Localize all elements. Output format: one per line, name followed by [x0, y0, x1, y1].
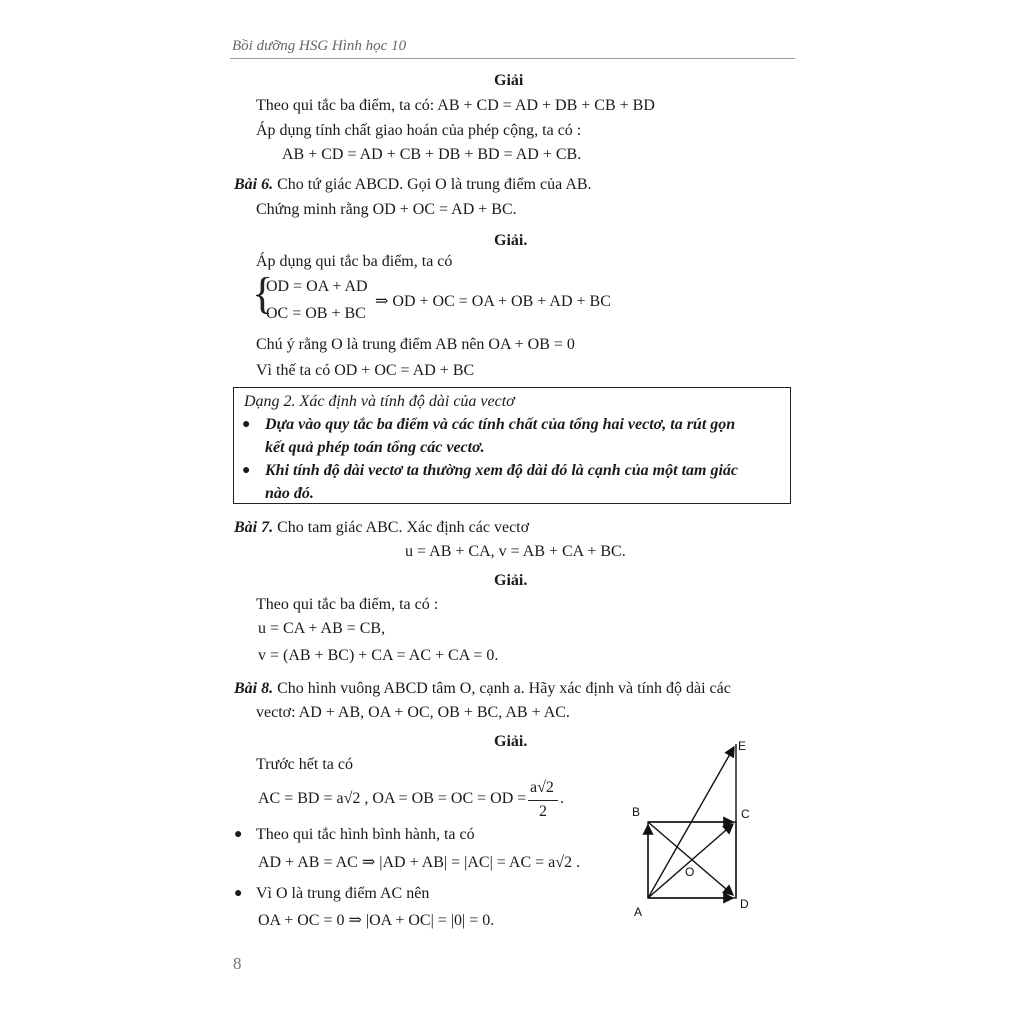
vector-bd: [648, 822, 733, 895]
method-bullet-text: Khi tính độ dài vectơ ta thường xem độ dài đó là cạnh của một tam giác: [265, 462, 739, 479]
vector-ac: [648, 824, 733, 898]
solution-heading: Giải.: [494, 232, 528, 249]
period: .: [560, 790, 564, 807]
text-line: Áp dụng tính chất giao hoán của phép cộng, ta có :: [256, 122, 582, 139]
text-line: u = AB + CA, v = AB + CA + BC.: [405, 543, 626, 560]
exercise-label: Bài 8.: [234, 680, 274, 697]
header-rule: [230, 58, 795, 59]
text-line: Theo qui tắc hình bình hành, ta có: [256, 826, 475, 843]
system-result: ⇒ OD + OC = OA + OB + AD + BC: [375, 293, 611, 310]
exercise-text: Cho hình vuông ABCD tâm O, cạnh a. Hãy xác định và tính độ dài các: [277, 680, 731, 697]
text-line: AC = BD = a√2 , OA = OB = OC = OD =: [258, 790, 527, 807]
text-line: Theo qui tắc ba điểm, ta có :: [256, 596, 439, 613]
running-header: Bồi dưỡng HSG Hình học 10: [232, 38, 407, 54]
text-line: Chú ý rằng O là trung điểm AB nên OA + OB = 0: [256, 336, 575, 353]
exercise-7: [234, 519, 529, 537]
exercise-8: [234, 680, 731, 698]
text-line: AB + CD = AD + CB + DB + BD = AD + CB.: [282, 146, 582, 163]
bullet-dot: ●: [242, 417, 251, 432]
text-line: Vì O là trung điểm AC nên: [256, 885, 430, 902]
method-bullet-text: Dựa vào quy tắc ba điểm và các tính chất của tổng hai vectơ, ta rút gọn: [265, 416, 736, 433]
text-line: Theo qui tắc ba điểm, ta có: AB + CD = AD + DB + CB + BD: [256, 97, 655, 114]
text-line: OA + OC = 0 ⇒ |OA + OC| = |0| = 0.: [258, 912, 495, 929]
fraction-denominator: 2: [539, 803, 547, 820]
method-title: Dạng 2. Xác định và tính độ dài của vectơ: [244, 393, 515, 410]
text-line: Chứng minh rằng OD + OC = AD + BC.: [256, 201, 517, 218]
exercise-text: Cho tam giác ABC. Xác định các vectơ: [277, 519, 530, 536]
bullet-dot: ●: [234, 827, 243, 842]
system-eq-2: OC = OB + BC: [266, 305, 366, 322]
text-line: AD + AB = AC ⇒ |AD + AB| = |AC| = AC = a√2 .: [258, 854, 581, 871]
bullet-dot: ●: [242, 463, 251, 478]
fraction-bar: [528, 800, 558, 801]
solution-heading: Giải.: [494, 572, 528, 589]
text-line: v = (AB + BC) + CA = AC + CA = 0.: [258, 647, 499, 664]
label-c: C: [741, 807, 750, 821]
text-line: Vì thế ta có OD + OC = AD + BC: [256, 362, 475, 379]
text-line: vectơ: AD + AB, OA + OC, OB + BC, AB + AC.: [256, 704, 570, 721]
label-d: D: [740, 897, 749, 911]
label-o: O: [685, 865, 695, 879]
page-number: 8: [233, 954, 242, 973]
solution-heading: Giải.: [494, 733, 528, 750]
text-line: Áp dụng qui tắc ba điểm, ta có: [256, 253, 453, 270]
text-line: u = CA + AB = CB,: [258, 620, 386, 637]
exercise-text: Cho tứ giác ABCD. Gọi O là trung điểm của AB.: [277, 176, 592, 193]
bullet-dot: ●: [234, 886, 243, 901]
solution-heading: Giải: [494, 72, 524, 89]
exercise-label: Bài 6.: [234, 176, 274, 193]
label-e: E: [738, 739, 747, 753]
label-b: B: [632, 805, 641, 819]
square-figure: [620, 730, 790, 930]
text-line: Trước hết ta có: [256, 756, 353, 773]
system-brace: {: [252, 269, 274, 318]
method-bullet-text: kết quả phép toán tổng các vectơ.: [265, 439, 485, 456]
system-eq-1: OD = OA + AD: [266, 278, 368, 295]
fraction-numerator: a√2: [530, 779, 554, 796]
exercise-6: [234, 176, 592, 194]
exercise-label: Bài 7.: [234, 519, 274, 536]
method-bullet-text: nào đó.: [265, 485, 314, 502]
label-a: A: [634, 905, 643, 919]
